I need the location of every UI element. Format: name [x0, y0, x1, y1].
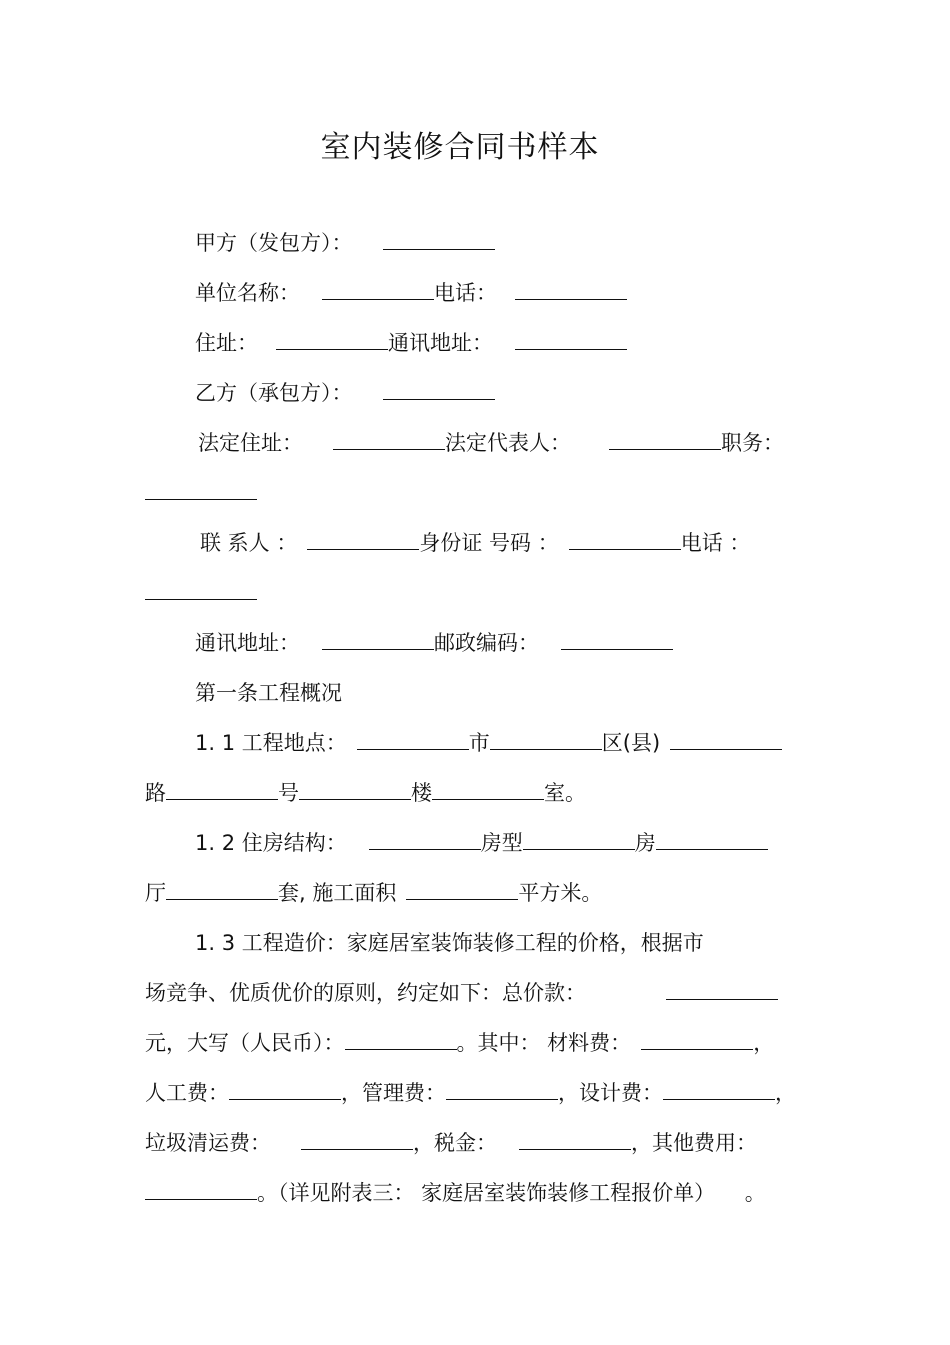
end-period: 。 — [744, 1181, 766, 1205]
site-address-line — [145, 778, 586, 808]
garbage-blank — [301, 1129, 413, 1150]
party-a-mail-blank — [515, 329, 627, 350]
labor-label: 人工费： — [145, 1081, 229, 1105]
structure-label: 1. 2 住房结构： — [195, 831, 347, 855]
sqm-label: 平方米。 — [518, 881, 603, 905]
rmb-blank — [345, 1029, 457, 1050]
price-line-2 — [145, 978, 778, 1008]
contact-line — [200, 528, 750, 558]
party-b-line — [195, 378, 495, 408]
sets-label: 套, 施工面积 — [278, 881, 397, 905]
total-price-blank — [666, 979, 778, 1000]
party-b-label: 乙方（承包方）： — [195, 381, 353, 405]
party-a-address-blank — [276, 329, 388, 350]
price-line-3 — [145, 1028, 774, 1058]
halls-label: 厅 — [145, 881, 166, 905]
price-line-4 — [145, 1078, 796, 1108]
party-a-address-line — [195, 328, 627, 358]
postcode-blank — [561, 629, 673, 650]
design-comma: ， — [775, 1081, 796, 1105]
party-a-phone-label: 电话： — [434, 281, 497, 305]
mgmt-blank — [446, 1079, 558, 1100]
house-type-label: 房型 — [480, 831, 523, 855]
structure-blank — [369, 829, 481, 850]
building-blank — [299, 779, 411, 800]
party-a-mail-label: 通讯地址： — [388, 331, 493, 355]
legal-rep-label: 法定代表人： — [445, 431, 571, 455]
legal-address-blank — [333, 429, 445, 450]
material-comma: ， — [753, 1031, 775, 1055]
rooms-label: 房 — [634, 831, 656, 855]
city-label: 市 — [468, 731, 490, 755]
road-blank — [670, 729, 782, 750]
site-location-line — [195, 728, 782, 758]
area-line — [145, 878, 602, 908]
party-a-blank — [383, 229, 495, 250]
party-b-blank — [383, 379, 495, 400]
price-line-5 — [145, 1128, 757, 1158]
legal-rep-blank — [609, 429, 721, 450]
party-b-mail-label: 通讯地址： — [195, 631, 300, 655]
room-blank — [432, 779, 544, 800]
garbage-label: 垃圾清运费： — [145, 1131, 271, 1155]
tax-label: ，税金： — [413, 1131, 497, 1155]
postcode-label: 邮政编码： — [434, 631, 539, 655]
material-label: 。其中： 材料费： — [456, 1031, 632, 1055]
unit-name-blank — [322, 279, 434, 300]
position-blank-line — [145, 478, 257, 508]
id-number-label: 身份证 号码 ： — [419, 531, 559, 555]
rmb-label: 元，大写（人民币）： — [145, 1031, 345, 1055]
contact-label: 联 系人 ： — [200, 531, 298, 555]
party-b-mail-blank — [322, 629, 434, 650]
article1-heading: 第一条工程概况 — [195, 681, 342, 705]
district-blank — [490, 729, 602, 750]
design-label: ，设计费： — [558, 1081, 663, 1105]
other-label: ，其他费用： — [631, 1131, 757, 1155]
district-label: 区(县) — [601, 731, 661, 755]
document-title: 室内装修合同书样本 — [320, 130, 600, 165]
number-label: 号 — [278, 781, 299, 805]
design-blank — [663, 1079, 775, 1100]
tax-blank — [519, 1129, 631, 1150]
party-b-mail-line — [195, 628, 673, 658]
unit-name-label: 单位名称： — [195, 281, 300, 305]
structure-line — [195, 828, 768, 858]
unit-name-line — [195, 278, 627, 308]
party-a-line — [195, 228, 495, 258]
road-label: 路 — [145, 781, 166, 805]
id-number-blank — [569, 529, 681, 550]
party-a-label: 甲方（发包方）： — [195, 231, 353, 255]
mgmt-label: ，管理费： — [341, 1081, 446, 1105]
contact-blank — [307, 529, 419, 550]
halls-blank — [656, 829, 768, 850]
city-blank — [357, 729, 469, 750]
total-price-label: 场竞争、优质优价的原则，约定如下：总价款： — [145, 981, 586, 1005]
site-location-label: 1. 1 工程地点： — [195, 731, 347, 755]
price-line-6 — [145, 1178, 766, 1208]
number-blank — [166, 779, 278, 800]
price-line-1: 1. 3 工程造价：家庭居室装饰装修工程的价格，根据市 — [195, 931, 704, 955]
area-blank — [406, 879, 518, 900]
rooms-blank — [523, 829, 635, 850]
appendix-note: 。（详见附表三： 家庭居室装饰装修工程报价单） — [257, 1181, 705, 1205]
legal-address-label: 法定住址： — [198, 431, 303, 455]
party-b-phone-blank — [145, 579, 257, 600]
party-b-phone-label: 电话 ： — [680, 531, 751, 555]
position-blank — [145, 479, 257, 500]
material-blank — [641, 1029, 753, 1050]
labor-blank — [229, 1079, 341, 1100]
party-a-address-label: 住址： — [195, 331, 258, 355]
other-blank — [145, 1179, 257, 1200]
legal-line — [198, 428, 784, 458]
sets-blank — [166, 879, 278, 900]
room-label: 室。 — [544, 781, 586, 805]
position-label: 职务： — [721, 431, 784, 455]
party-b-phone-blank-line — [145, 578, 257, 608]
party-a-phone-blank — [515, 279, 627, 300]
building-label: 楼 — [411, 781, 432, 805]
